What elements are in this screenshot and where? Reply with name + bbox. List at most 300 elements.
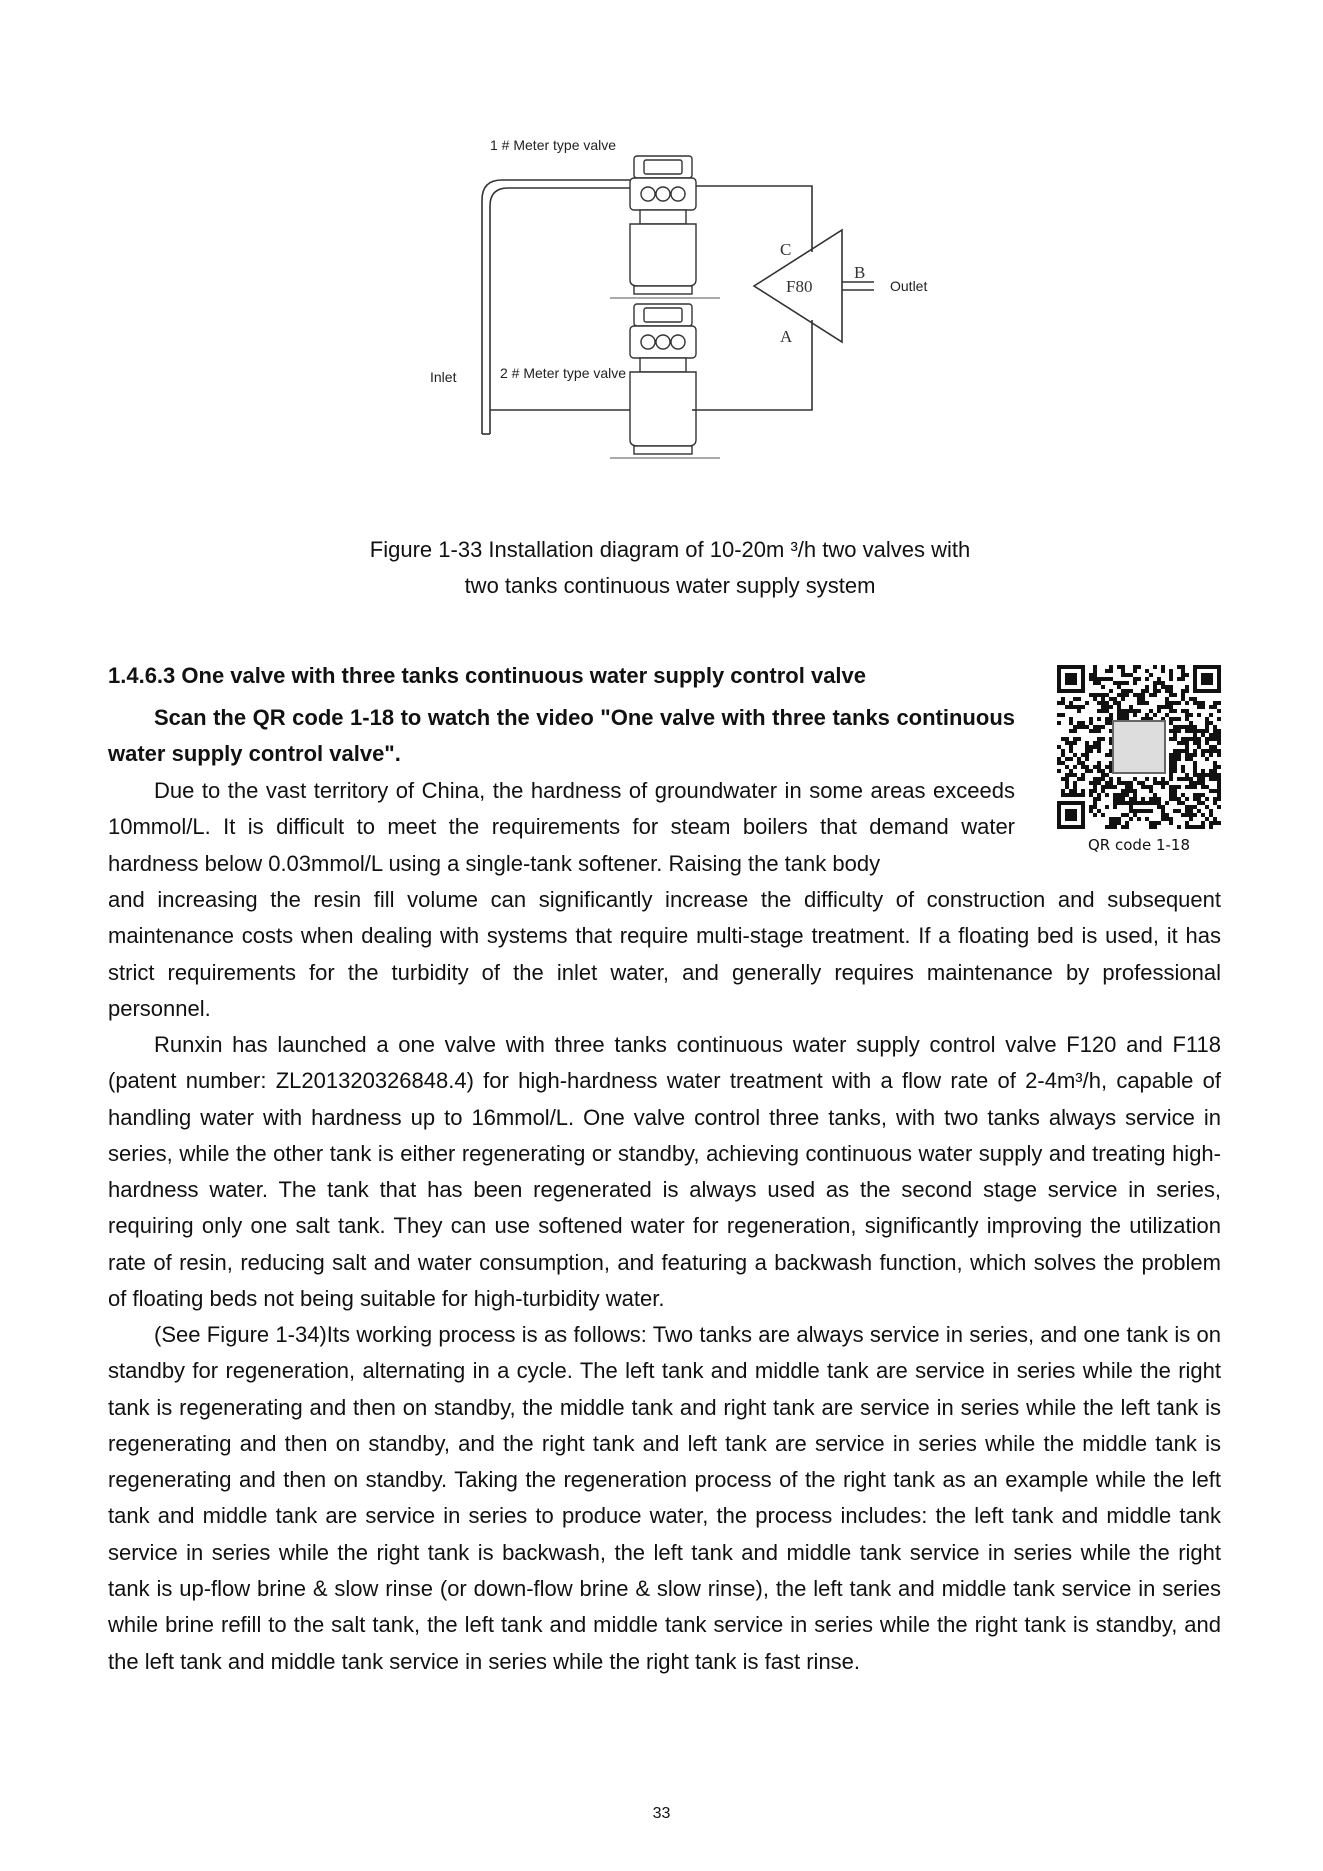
qr-module	[1101, 701, 1105, 705]
qr-module	[1081, 773, 1085, 777]
qr-module	[1189, 785, 1193, 789]
qr-module	[1209, 713, 1213, 717]
qr-module	[1093, 777, 1097, 781]
qr-module	[1193, 797, 1197, 801]
qr-module	[1153, 793, 1157, 797]
model-label: F80	[786, 277, 813, 296]
qr-module	[1141, 693, 1145, 697]
qr-module	[1113, 805, 1117, 809]
qr-module	[1217, 789, 1221, 793]
qr-module	[1217, 821, 1221, 825]
qr-module	[1125, 813, 1129, 817]
qr-module	[1089, 805, 1093, 809]
qr-module	[1121, 697, 1125, 701]
outlet-label: Outlet	[890, 278, 928, 294]
qr-module	[1117, 701, 1121, 705]
qr-module	[1061, 753, 1065, 757]
qr-module	[1169, 721, 1173, 725]
qr-module	[1093, 789, 1097, 793]
qr-module	[1125, 781, 1129, 785]
qr-module	[1109, 777, 1113, 781]
qr-module	[1113, 697, 1117, 701]
valve-1-group	[630, 156, 696, 294]
qr-module	[1097, 749, 1101, 753]
qr-module	[1093, 677, 1097, 681]
qr-module	[1209, 705, 1213, 709]
qr-module	[1089, 793, 1093, 797]
qr-module	[1065, 785, 1069, 789]
installation-diagram	[430, 134, 950, 514]
qr-module	[1061, 789, 1065, 793]
qr-module	[1117, 797, 1121, 801]
qr-module	[1129, 673, 1133, 677]
qr-module	[1057, 713, 1061, 717]
qr-module	[1209, 809, 1213, 813]
qr-module	[1085, 757, 1089, 761]
qr-module	[1169, 705, 1173, 709]
qr-module	[1081, 725, 1085, 729]
qr-module	[1165, 705, 1169, 709]
qr-module	[1109, 677, 1113, 681]
qr-module	[1133, 709, 1137, 713]
qr-module	[1109, 689, 1113, 693]
qr-module	[1181, 689, 1185, 693]
paragraph-3: (See Figure 1-34)Its working process is as follows: Two tanks are always service in series, and one tank is on standby for regeneration, alternating in a cycle. The left tank and middle tank are service in series while the right tank is regenerating and then on standby, the middle tank and right tank are service in series while the left tank is regenerating and then on standby, and the right tank and left tank are service in series while the middle tank is regenerating and then on standby. Taking the regeneration process of the right tank as an example while the left tank and middle tank are service in series to produce water, the process includes: the left tank and middle tank service in series while the right tank is backwash, the left tank and middle tank service in series while the right tank is up-flow brine & slow rinse (or down-flow brine & slow rinse), the left tank and middle tank service in series while brine refill to the salt tank, the left tank and middle tank service in series while the right tank is standby, and the left tank and middle tank service in series while the right tank is fast rinse.	[108, 1322, 1221, 1674]
qr-module	[1145, 701, 1149, 705]
qr-module	[1069, 741, 1073, 745]
qr-module	[1089, 729, 1093, 733]
qr-module	[1117, 801, 1121, 805]
qr-module	[1117, 665, 1121, 669]
qr-module	[1065, 765, 1069, 769]
qr-module	[1093, 801, 1097, 805]
qr-module	[1181, 741, 1185, 745]
qr-module	[1061, 737, 1065, 741]
qr-module	[1189, 753, 1193, 757]
qr-module	[1169, 729, 1173, 733]
qr-module	[1121, 825, 1125, 829]
qr-module	[1157, 801, 1161, 805]
qr-module	[1213, 729, 1217, 733]
qr-module	[1153, 681, 1157, 685]
figure-caption-line1: Figure 1-33 Installation diagram of 10-20m ³/h two valves with	[369, 537, 971, 562]
qr-module	[1185, 785, 1189, 789]
qr-module	[1185, 717, 1189, 721]
qr-module	[1129, 781, 1133, 785]
qr-module	[1177, 797, 1181, 801]
qr-module	[1193, 805, 1197, 809]
qr-module	[1141, 697, 1145, 701]
qr-module	[1165, 813, 1169, 817]
qr-module	[1217, 805, 1221, 809]
qr-module	[1217, 797, 1221, 801]
qr-module	[1085, 749, 1089, 753]
qr-module	[1077, 737, 1081, 741]
qr-module	[1117, 705, 1121, 709]
qr-module	[1205, 725, 1209, 729]
qr-module	[1117, 793, 1121, 797]
qr-code[interactable]	[1057, 665, 1221, 829]
qr-module	[1069, 729, 1073, 733]
qr-module	[1149, 801, 1153, 805]
qr-module	[1153, 781, 1157, 785]
qr-module	[1213, 705, 1217, 709]
qr-module	[1173, 761, 1177, 765]
qr-module	[1193, 737, 1197, 741]
qr-module	[1169, 677, 1173, 681]
qr-module	[1101, 769, 1105, 773]
qr-module	[1097, 701, 1101, 705]
qr-module	[1213, 765, 1217, 769]
qr-module	[1061, 749, 1065, 753]
qr-module	[1137, 809, 1141, 813]
qr-module	[1217, 709, 1221, 713]
qr-module	[1169, 777, 1173, 781]
qr-module	[1093, 785, 1097, 789]
qr-module	[1153, 693, 1157, 697]
qr-module	[1101, 813, 1105, 817]
qr-module	[1133, 665, 1137, 669]
qr-module	[1193, 813, 1197, 817]
qr-module	[1105, 669, 1109, 673]
qr-module	[1205, 717, 1209, 721]
qr-module	[1073, 725, 1077, 729]
qr-module	[1145, 669, 1149, 673]
qr-module	[1173, 737, 1177, 741]
qr-module	[1129, 801, 1133, 805]
qr-module	[1209, 813, 1213, 817]
qr-module	[1101, 785, 1105, 789]
qr-module	[1173, 753, 1177, 757]
qr-module	[1121, 709, 1125, 713]
qr-module	[1145, 713, 1149, 717]
qr-module	[1097, 693, 1101, 697]
qr-module	[1121, 793, 1125, 797]
qr-module	[1181, 777, 1185, 781]
qr-module	[1201, 749, 1205, 753]
qr-module	[1165, 713, 1169, 717]
qr-module	[1105, 701, 1109, 705]
qr-module	[1117, 709, 1121, 713]
qr-module	[1193, 741, 1197, 745]
qr-module	[1121, 681, 1125, 685]
qr-module	[1197, 745, 1201, 749]
qr-module	[1069, 773, 1073, 777]
qr-module	[1197, 773, 1201, 777]
qr-module	[1185, 821, 1189, 825]
qr-module	[1077, 761, 1081, 765]
qr-module	[1161, 805, 1165, 809]
qr-module	[1213, 789, 1217, 793]
qr-module	[1101, 693, 1105, 697]
qr-module	[1193, 761, 1197, 765]
qr-module	[1113, 793, 1117, 797]
qr-module	[1157, 681, 1161, 685]
qr-module	[1093, 665, 1097, 669]
qr-module	[1105, 793, 1109, 797]
qr-module	[1181, 801, 1185, 805]
qr-module	[1205, 817, 1209, 821]
qr-module	[1201, 701, 1205, 705]
qr-module	[1189, 721, 1193, 725]
qr-module	[1177, 777, 1181, 781]
qr-module	[1153, 713, 1157, 717]
qr-module	[1125, 709, 1129, 713]
qr-module	[1113, 801, 1117, 805]
qr-module	[1101, 677, 1105, 681]
qr-module	[1169, 817, 1173, 821]
qr-module	[1217, 785, 1221, 789]
qr-module	[1097, 741, 1101, 745]
port-c-label: C	[780, 240, 792, 259]
qr-module	[1177, 825, 1181, 829]
qr-module	[1105, 805, 1109, 809]
qr-module	[1181, 693, 1185, 697]
qr-module	[1121, 801, 1125, 805]
qr-module	[1089, 745, 1093, 749]
qr-module	[1089, 781, 1093, 785]
qr-module	[1105, 765, 1109, 769]
qr-module	[1065, 773, 1069, 777]
qr-module	[1181, 725, 1185, 729]
qr-module	[1137, 697, 1141, 701]
qr-module	[1117, 693, 1121, 697]
qr-module	[1213, 769, 1217, 773]
qr-module	[1209, 825, 1213, 829]
qr-module	[1125, 689, 1129, 693]
qr-module	[1101, 789, 1105, 793]
qr-module	[1149, 797, 1153, 801]
qr-module	[1213, 777, 1217, 781]
qr-module	[1209, 737, 1213, 741]
qr-module	[1077, 725, 1081, 729]
qr-module	[1057, 757, 1061, 761]
qr-module	[1133, 797, 1137, 801]
qr-module	[1093, 673, 1097, 677]
qr-module	[1089, 809, 1093, 813]
qr-module	[1157, 709, 1161, 713]
qr-module	[1189, 737, 1193, 741]
qr-module	[1189, 729, 1193, 733]
qr-module	[1185, 689, 1189, 693]
qr-module	[1185, 673, 1189, 677]
qr-module	[1073, 729, 1077, 733]
qr-module	[1189, 713, 1193, 717]
qr-module	[1133, 789, 1137, 793]
qr-module	[1133, 809, 1137, 813]
qr-module	[1145, 685, 1149, 689]
qr-module	[1169, 793, 1173, 797]
qr-module	[1089, 721, 1093, 725]
qr-module	[1141, 701, 1145, 705]
qr-module	[1145, 677, 1149, 681]
qr-module	[1181, 769, 1185, 773]
qr-module	[1217, 793, 1221, 797]
qr-module	[1125, 681, 1129, 685]
qr-module	[1189, 781, 1193, 785]
qr-module	[1157, 677, 1161, 681]
qr-module	[1101, 737, 1105, 741]
qr-module	[1161, 781, 1165, 785]
qr-module	[1213, 725, 1217, 729]
qr-module	[1149, 789, 1153, 793]
qr-module	[1073, 785, 1077, 789]
qr-module	[1097, 809, 1101, 813]
qr-module	[1185, 797, 1189, 801]
qr-module	[1217, 749, 1221, 753]
qr-module	[1085, 765, 1089, 769]
qr-module	[1173, 797, 1177, 801]
qr-module	[1185, 745, 1189, 749]
qr-module	[1105, 717, 1109, 721]
qr-module	[1193, 773, 1197, 777]
qr-module	[1201, 813, 1205, 817]
qr-module	[1097, 677, 1101, 681]
qr-module	[1073, 765, 1077, 769]
qr-module	[1081, 721, 1085, 725]
scan-note: Scan the QR code 1-18 to watch the video "One valve with three tanks continuous water supply control valve".	[108, 705, 1015, 767]
qr-module	[1113, 701, 1117, 705]
qr-module	[1153, 685, 1157, 689]
qr-module	[1093, 669, 1097, 673]
qr-module	[1201, 781, 1205, 785]
qr-module	[1197, 701, 1201, 705]
qr-module	[1097, 681, 1101, 685]
qr-module	[1165, 781, 1169, 785]
qr-module	[1069, 701, 1073, 705]
qr-module	[1181, 813, 1185, 817]
qr-module	[1185, 685, 1189, 689]
qr-module	[1165, 685, 1169, 689]
qr-module	[1197, 797, 1201, 801]
qr-module	[1169, 765, 1173, 769]
qr-module	[1145, 777, 1149, 781]
qr-module	[1125, 793, 1129, 797]
qr-module	[1169, 685, 1173, 689]
qr-module	[1137, 817, 1141, 821]
qr-module	[1217, 701, 1221, 705]
qr-module	[1217, 753, 1221, 757]
qr-module	[1193, 697, 1197, 701]
qr-module	[1061, 761, 1065, 765]
qr-module	[1189, 817, 1193, 821]
qr-module	[1173, 729, 1177, 733]
qr-module	[1125, 673, 1129, 677]
qr-module	[1173, 809, 1177, 813]
qr-module	[1065, 793, 1069, 797]
qr-module	[1189, 809, 1193, 813]
qr-module	[1137, 701, 1141, 705]
qr-module	[1057, 745, 1061, 749]
qr-module	[1093, 781, 1097, 785]
qr-module	[1077, 705, 1081, 709]
qr-module	[1177, 665, 1181, 669]
qr-module	[1181, 665, 1185, 669]
qr-module	[1185, 737, 1189, 741]
qr-module	[1125, 801, 1129, 805]
qr-module	[1161, 813, 1165, 817]
qr-module	[1129, 805, 1133, 809]
qr-module	[1129, 797, 1133, 801]
qr-module	[1073, 705, 1077, 709]
qr-module	[1085, 745, 1089, 749]
qr-module	[1137, 801, 1141, 805]
qr-module	[1089, 677, 1093, 681]
qr-module	[1109, 705, 1113, 709]
qr-module	[1141, 801, 1145, 805]
qr-module	[1117, 777, 1121, 781]
qr-module	[1169, 821, 1173, 825]
qr-module	[1089, 789, 1093, 793]
qr-module	[1105, 693, 1109, 697]
qr-module	[1097, 777, 1101, 781]
qr-module	[1189, 725, 1193, 729]
qr-module	[1197, 809, 1201, 813]
qr-module	[1213, 749, 1217, 753]
qr-module	[1101, 777, 1105, 781]
qr-module	[1169, 709, 1173, 713]
qr-module	[1217, 765, 1221, 769]
qr-module	[1161, 785, 1165, 789]
qr-module	[1073, 697, 1077, 701]
qr-module	[1153, 797, 1157, 801]
qr-module	[1161, 681, 1165, 685]
qr-module	[1077, 697, 1081, 701]
qr-module	[1145, 817, 1149, 821]
qr-module	[1201, 825, 1205, 829]
qr-module	[1165, 801, 1169, 805]
qr-module	[1065, 705, 1069, 709]
qr-module	[1133, 813, 1137, 817]
qr-module	[1109, 697, 1113, 701]
qr-module	[1069, 749, 1073, 753]
qr-module	[1209, 749, 1213, 753]
qr-module	[1205, 785, 1209, 789]
qr-module	[1121, 781, 1125, 785]
qr-module	[1121, 797, 1125, 801]
qr-module	[1057, 701, 1061, 705]
qr-module	[1209, 769, 1213, 773]
qr-module	[1201, 821, 1205, 825]
qr-module	[1117, 817, 1121, 821]
qr-module	[1113, 825, 1117, 829]
qr-module	[1169, 785, 1173, 789]
qr-module	[1093, 765, 1097, 769]
qr-module	[1173, 789, 1177, 793]
qr-module	[1113, 797, 1117, 801]
qr-module	[1125, 821, 1129, 825]
qr-module	[1169, 789, 1173, 793]
qr-module	[1121, 665, 1125, 669]
qr-module	[1061, 713, 1065, 717]
qr-module	[1145, 785, 1149, 789]
qr-module	[1153, 825, 1157, 829]
qr-module	[1201, 769, 1205, 773]
qr-module	[1169, 689, 1173, 693]
qr-module	[1205, 741, 1209, 745]
qr-module	[1133, 777, 1137, 781]
qr-module	[1193, 701, 1197, 705]
qr-module	[1093, 805, 1097, 809]
qr-module	[1161, 669, 1165, 673]
qr-module	[1209, 721, 1213, 725]
qr-module	[1101, 773, 1105, 777]
qr-module	[1201, 729, 1205, 733]
qr-module	[1109, 825, 1113, 829]
qr-module	[1117, 821, 1121, 825]
qr-module	[1061, 777, 1065, 781]
qr-module	[1097, 737, 1101, 741]
